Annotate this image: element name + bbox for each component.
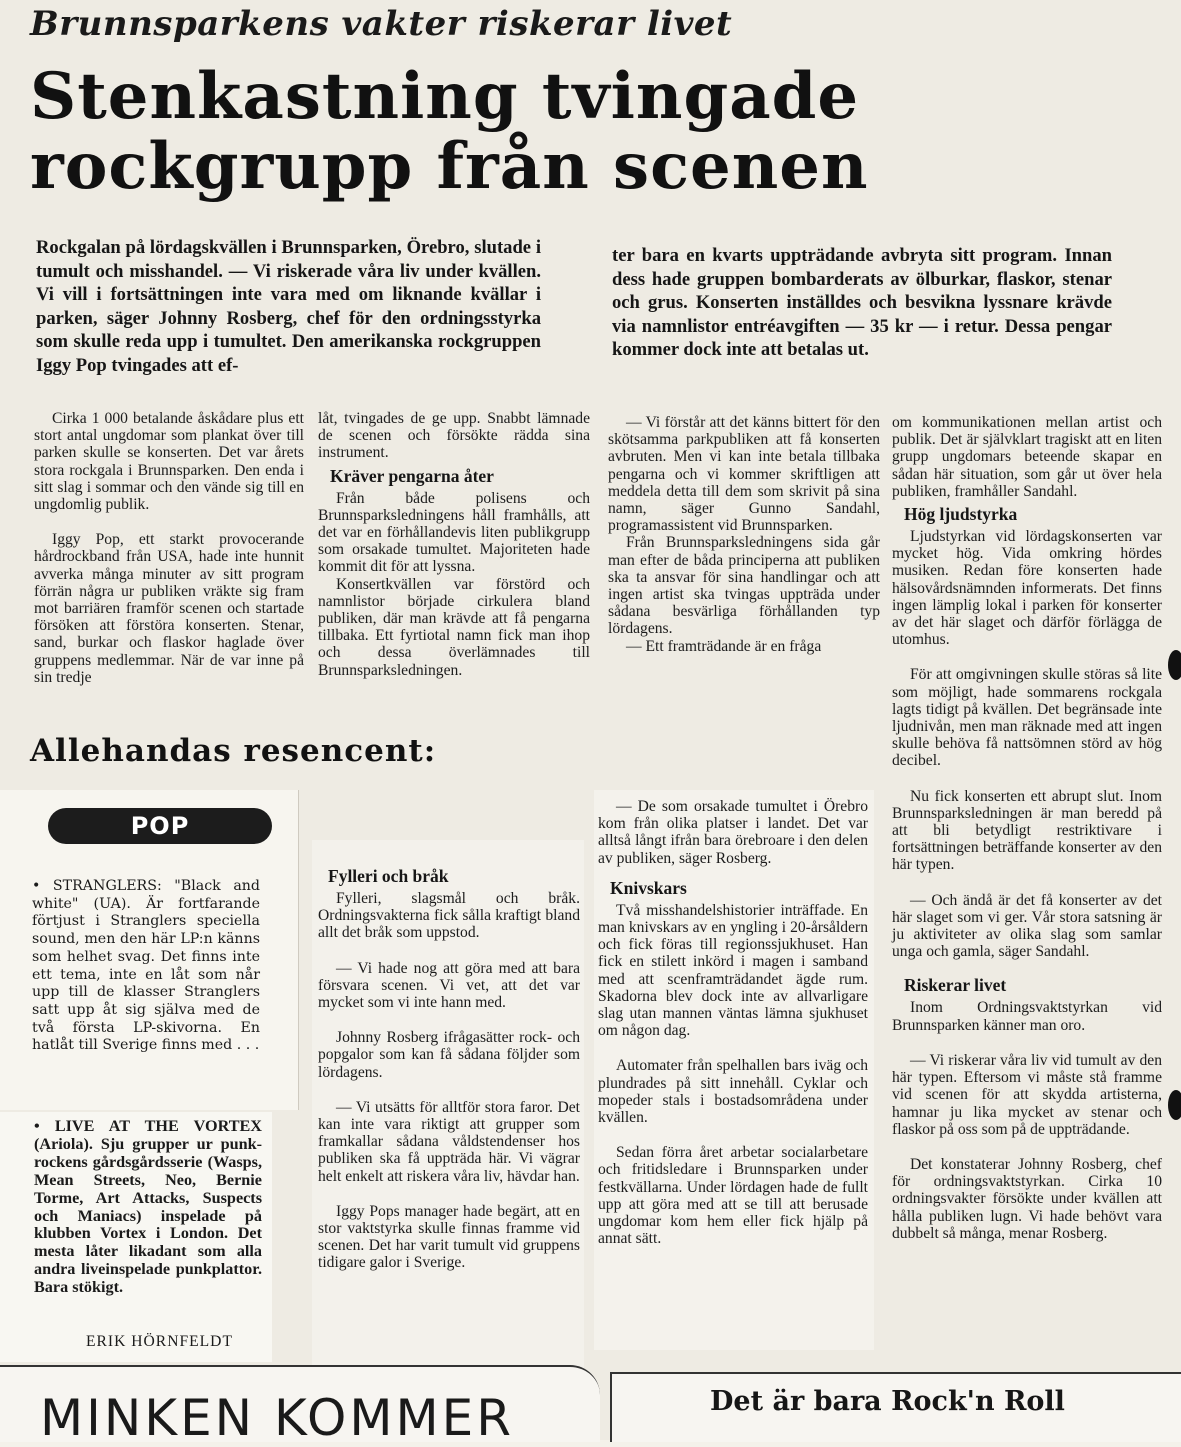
bottom-left-headline: MINKEN KOMMER (40, 1389, 514, 1447)
col4-paragraph: För att omgivningen skulle störas så lite som möjligt, hade sommarens rockgala lagts tidigt på kvällen. Det begränsade inte ljudnivån, men man räknade med att ingen skulle behöva få nattsömnen störd av hög decibel. (892, 666, 1162, 770)
column-1 (34, 410, 304, 686)
col4-subhead: Riskerar livet (904, 975, 1007, 996)
punch-hole-icon (1168, 1090, 1181, 1120)
column-3 (608, 414, 880, 655)
mid-paragraph: Iggy Pops manager hade begärt, att en stor vaktstyrka skulle finnas framme vid scenen. Det har varit tumult vid gruppens tidigare galor i Sverige. (318, 1202, 580, 1272)
review-vortex: • LIVE AT THE VORTEX (Ariola). Sju grupper ur punk-rockens gårdsgårdsserie (Wasps, Mean Streets, Neo, Bernie Torme, Art Attacks, Suspects och Maniacs) inspelade på klubben Vortex i London. Det mesta låter likadant som alla andra liveinspelade punkplattor. Bara stökigt. (34, 1117, 262, 1297)
col4-paragraph: — Och ändå är det få konserter av det här slaget som vi ger. Vår stora satsning är ju aktiviteter av olika slag som samlar unga och gamla, säger Sandahl. (892, 891, 1162, 961)
col3-paragraph: — Vi förstår att det känns bittert för den skötsamma parkpubliken att få konserten avbruten. Men vi kan inte betala tillbaka pengarna och vi kommer skriftligen att meddela detta till dem som skrivit på sina namn, säger Gunno Sandahl, programassistent vid Brunnsparken. (608, 414, 880, 535)
punch-hole-icon (1168, 650, 1181, 680)
rmid-paragraph: Automater från spelhallen bars iväg och plundrades på sitt innehåll. Cyklar och mopeder stals i bostadsområdena under kvällen. (598, 1057, 868, 1127)
rmid-subhead: Knivskars (610, 877, 687, 898)
rmid-paragraph: — De som orsakade tumultet i Örebro kom från olika platser i landet. Det var alltså långt ifrån bara örebroare i den delen av publiken, säger Rosberg. (598, 798, 868, 867)
mid-subhead: Fylleri och bråk (328, 866, 449, 886)
col1-paragraph: Iggy Pop, ett starkt provocerande hårdrockband från USA, hade inte hunnit avverka många minuter av sitt program förrän några ur publiken vräkte sig fram mot barriären framför scenen och startade försöken att förstöra konserten. Stenar, sand, burkar och flaskor haglade över gruppens medlemmar. När de var inne på sin tredje (34, 531, 304, 686)
rmid-paragraph: Två misshandelshistorier inträffade. En man knivskars av en yngling i 20-årsåldern och fick föras till regionssjukhuset. Han fick en stilett inkörd i magen i samband med att scenframträdandet ägde rum. Skadorna blev dock inte av allvarligare slag utan mannen väntas lämna sjukhuset om någon dag. (598, 901, 868, 1040)
column-mid (318, 862, 580, 1272)
lead-left: Rockgalan på lördagskvällen i Brunnsparken, Örebro, slutade i tumult och misshandel. — Vi riskerade våra liv under kvällen. Vi vill i fortsättningen inte vara med om liknande kvällar i parken, säger Johnny Rosberg, chef för den ordningsstyrka som skulle reda upp i tumultet. Den amerikanska rockgruppen Iggy Pop tvingades att ef- (36, 237, 541, 376)
column-2 (318, 410, 590, 679)
byline: ERIK HÖRNFELDT (86, 1333, 233, 1350)
col2-paragraph: Konsertkvällen var förstörd och namnlistor började cirkulera bland publiken, där man krävde att få pengarna tillbaka. Ett fyrtiotal namn fick man ihop och dessa överlämnades till Brunnsparksledningen. (318, 575, 590, 679)
headline-line-1: Stenkastning tvingade (30, 59, 860, 134)
column-4 (892, 414, 1162, 1242)
col4-subhead: Hög ljudstyrka (904, 504, 1018, 525)
col4-paragraph: Inom Ordningsvaktstyrkan vid Brunnsparken känner man oro. (892, 999, 1162, 1034)
pop-badge: POP (48, 808, 272, 844)
col1-paragraph: Cirka 1 000 betalande åskådare plus ett stort antal ungdomar som plankat över till parken skulle se konserten. Det var årets stora rockgala i Brunnsparken. Den enda i sitt slag i sommar och den vände sig till en ungdomlig publik. (34, 410, 304, 514)
col2-paragraph: Från både polisens och Brunnsparksledningens håll framhålls, att det var en förhållandevis liten publikgrupp som orsakade tumultet. Majoriteten hade kommit dit för att lyssna. (318, 489, 590, 576)
mid-paragraph: Fylleri, slagsmål och bråk. Ordningsvakterna fick sålla kraftigt bland allt det bråk som uppstod. (318, 890, 580, 942)
col4-paragraph: om kommunikationen mellan artist och publik. Det är självklart tragiskt att en liten grupp ungdomars beteende skapar en sådan här situation, som går ut över hela publiken, framhåller Sandahl. (892, 414, 1162, 500)
col2-subhead: Kräver pengarna åter (330, 465, 494, 486)
headline (30, 59, 970, 204)
kicker: Brunnsparkens vakter riskerar livet (30, 4, 733, 44)
col2-paragraph: låt, tvingades de ge upp. Snabbt lämnade de scenen och försökte rädda sina instrument. (318, 410, 590, 462)
col4-paragraph: Ljudstyrkan vid lördagskonserten var mycket hög. Vida omkring hördes musiken. Redan före konserten hade hälsovårdsnämnden informerats. Det finns ingen lämplig lokal i parken för konserter av det här slaget och därför förlägga de utomhus. (892, 528, 1162, 649)
bottom-right-headline: Det är bara Rock'n Roll (710, 1386, 1065, 1417)
lead-right: ter bara en kvarts uppträdande avbryta sitt program. Innan dess hade gruppen bombarderats av ölburkar, flaskor, stenar och grus. Konserten inställdes och besvikna lyssnare krävde via namnlistor entréavgiften — 35 kr — i retur. Dessa pengar kommer dock inte att betalas ut. (612, 245, 1112, 360)
column-right-mid (598, 798, 868, 1247)
rmid-paragraph: Sedan förra året arbetar socialarbetare och fritidsledare i Brunnsparken under festkvällarna. Under lördagen hade de fullt upp att göra med att se till att berusade ungdomar kom hem eller fick hjälp på annat sätt. (598, 1144, 868, 1248)
col4-paragraph: Nu fick konserten ett abrupt slut. Inom Brunnsparksledningen är man beredd på att bli betydligt restriktivare i fortsättningen beträffande konserter av den här typen. (892, 787, 1162, 874)
col3-paragraph: Från Brunnsparksledningens sida går man efter de båda principerna att publiken ska ta ansvar för sina handlingar och att ingen artist ska tvingas uppträda under sådana besvärliga förhållanden typ lördagens. (608, 534, 880, 638)
col3-paragraph: — Ett framträdande är en fråga (626, 637, 822, 655)
review-stranglers: • STRANGLERS: "Black and white" (UA). Är fortfarande förtjust i Stranglers speciella sound, men den här LP:n känns som helhet svag. Det finns inte ett tema, inte en låt som når upp till de klasser Stranglers satt upp åt sig själva med de två första LP-skivorna. En hatlåt till Sverige finns med . . . (32, 878, 260, 1054)
headline-line-2: rockgrupp från scenen (30, 129, 869, 204)
col4-paragraph: — Vi riskerar våra liv vid tumult av den här typen. Eftersom vi måste stå framme vid scenen för att skydda artisterna, hamnar ju lika mycket av stenar och flaskor på oss som på de uppträdande. (892, 1051, 1162, 1138)
mid-paragraph: — Vi utsätts för alltför stora faror. Det kan inte vara riktigt att grupper som framkallar sådana våldstendenser hos publiken ska få uppträda här. Vi vägrar helt enkelt att riskera våra liv, hävdar han. (318, 1098, 580, 1185)
mid-paragraph: — Vi hade nog att göra med att bara försvara scenen. Vi vet, att det var mycket som vi inte hann med. (318, 959, 580, 1012)
mid-paragraph: Johnny Rosberg ifrågasätter rock- och popgalor som kan få sådana följder som lördagens. (318, 1029, 580, 1081)
section-heading: Allehandas resencent: (30, 733, 437, 769)
col4-paragraph: Det konstaterar Johnny Rosberg, chef för ordningsvaktstyrkan. Cirka 10 ordningsvakter försökte under kvällen att hålla publiken lugn. Vi hade behövt vara dubbelt så många, menar Rosberg. (892, 1155, 1162, 1242)
